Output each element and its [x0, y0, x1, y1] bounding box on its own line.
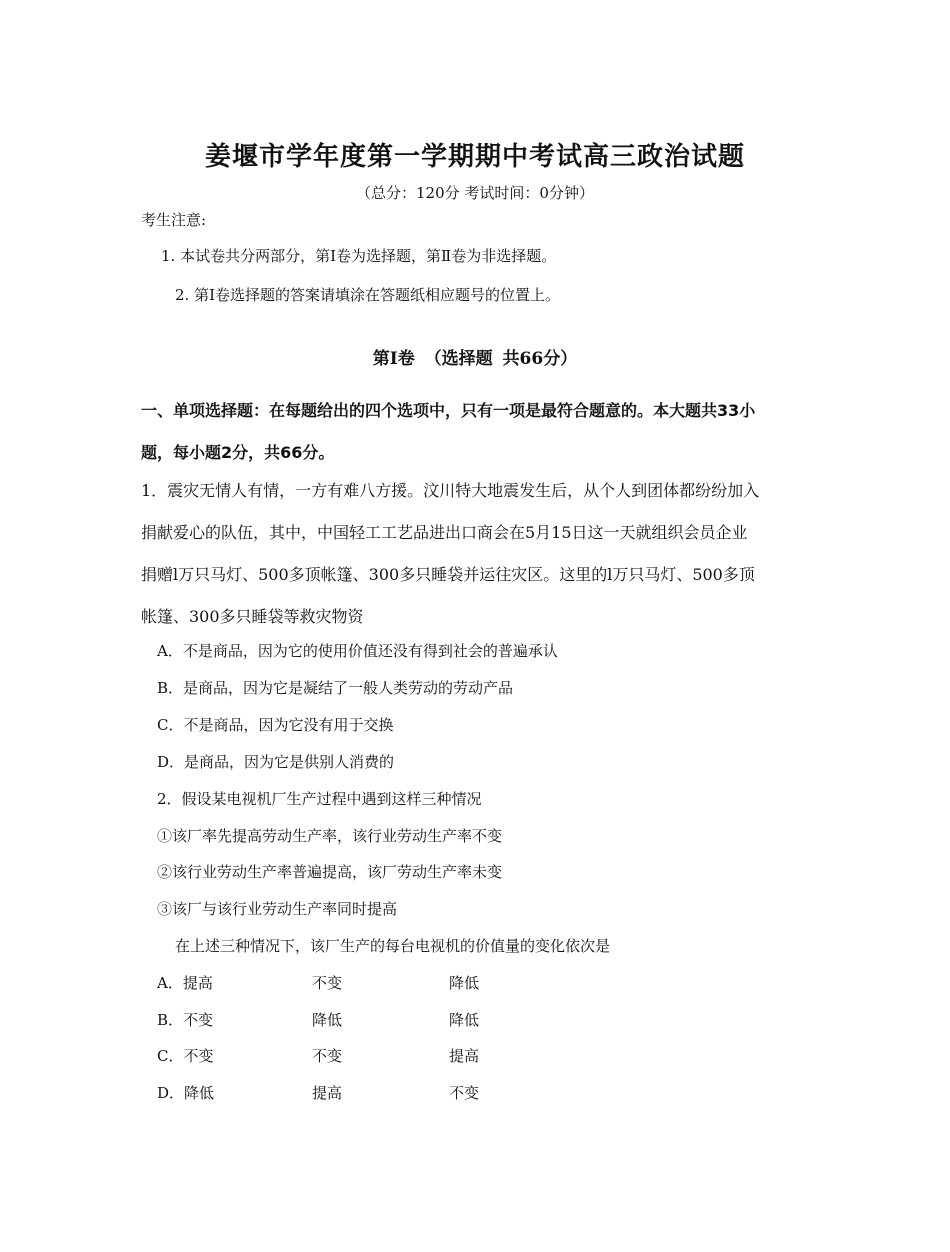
section-instruction: 一、单项选择题：在每题给出的四个选项中，只有一项是最符合题意的。本大题共33小: [141, 401, 756, 420]
question-1-option-c: C．不是商品，因为它没有用于交换: [157, 716, 394, 734]
question-1-option-d: D．是商品，因为它是供别人消费的: [157, 753, 395, 771]
question-2-case: ①该厂率先提高劳动生产率，该行业劳动生产率不变: [157, 827, 503, 845]
question-1-stem: 捐赠l万只马灯、500多顶帐篷、300多只睡袋并运往灾区。这里的l万只马灯、500多顶: [141, 565, 755, 584]
question-1-option-b: B．是商品，因为它是凝结了一般人类劳动的劳动产品: [157, 679, 514, 697]
question-2-option-d: D．降低: [157, 1084, 215, 1102]
notice-item: 2. 第Ⅰ卷选择题的答案请填涂在答题纸相应题号的位置上。: [175, 286, 561, 304]
question-1-stem: 1．震灾无情人有情，一方有难八方援。汶川特大地震发生后，从个人到团体都纷纷加入: [141, 481, 760, 500]
question-2-option-d-case2: 提高: [312, 1084, 343, 1102]
question-2-option-c: C．不变: [157, 1047, 214, 1065]
question-2-option-a: A．提高: [157, 974, 213, 992]
question-2-stem: 2．假设某电视机厂生产过程中遇到这样三种情况: [157, 790, 482, 808]
question-1-stem: 帐篷、300多只睡袋等救灾物资: [141, 607, 364, 626]
section-instruction: 题，每小题2分，共66分。: [141, 443, 335, 462]
question-2-case: ②该行业劳动生产率普遍提高，该厂劳动生产率未变: [157, 863, 503, 881]
question-2-option-a-case2: 不变: [312, 974, 343, 992]
exam-title: 姜堰市学年度第一学期期中考试高三政治试题: [204, 142, 745, 172]
question-2-case: ③该厂与该行业劳动生产率同时提高: [157, 900, 398, 918]
question-1-stem: 捐献爱心的队伍，其中，中国轻工工艺品进出口商会在5月15日这一天就组织会员企业: [141, 523, 748, 542]
question-2-option-b: B．不变: [157, 1011, 214, 1029]
notice-item: 1. 本试卷共分两部分，第Ⅰ卷为选择题，第Ⅱ卷为非选择题。: [161, 247, 557, 265]
question-2-option-b-case2: 降低: [312, 1011, 343, 1029]
question-2-option-b-case3: 降低: [449, 1011, 480, 1029]
question-2-option-c-case2: 不变: [312, 1047, 343, 1065]
notice-label: 考生注意:: [141, 211, 207, 229]
question-1-option-a: A．不是商品，因为它的使用价值还没有得到社会的普遍承认: [157, 642, 558, 660]
exam-subtitle: （总分：120分 考试时间：0分钟）: [356, 184, 594, 202]
question-2-option-a-case3: 降低: [449, 974, 480, 992]
question-2-prompt: 在上述三种情况下，该厂生产的每台电视机的价值量的变化依次是: [175, 937, 611, 955]
section-title: 第Ⅰ卷 （选择题 共66分）: [372, 349, 578, 369]
question-2-option-c-case3: 提高: [449, 1047, 480, 1065]
question-2-option-d-case3: 不变: [449, 1084, 480, 1102]
